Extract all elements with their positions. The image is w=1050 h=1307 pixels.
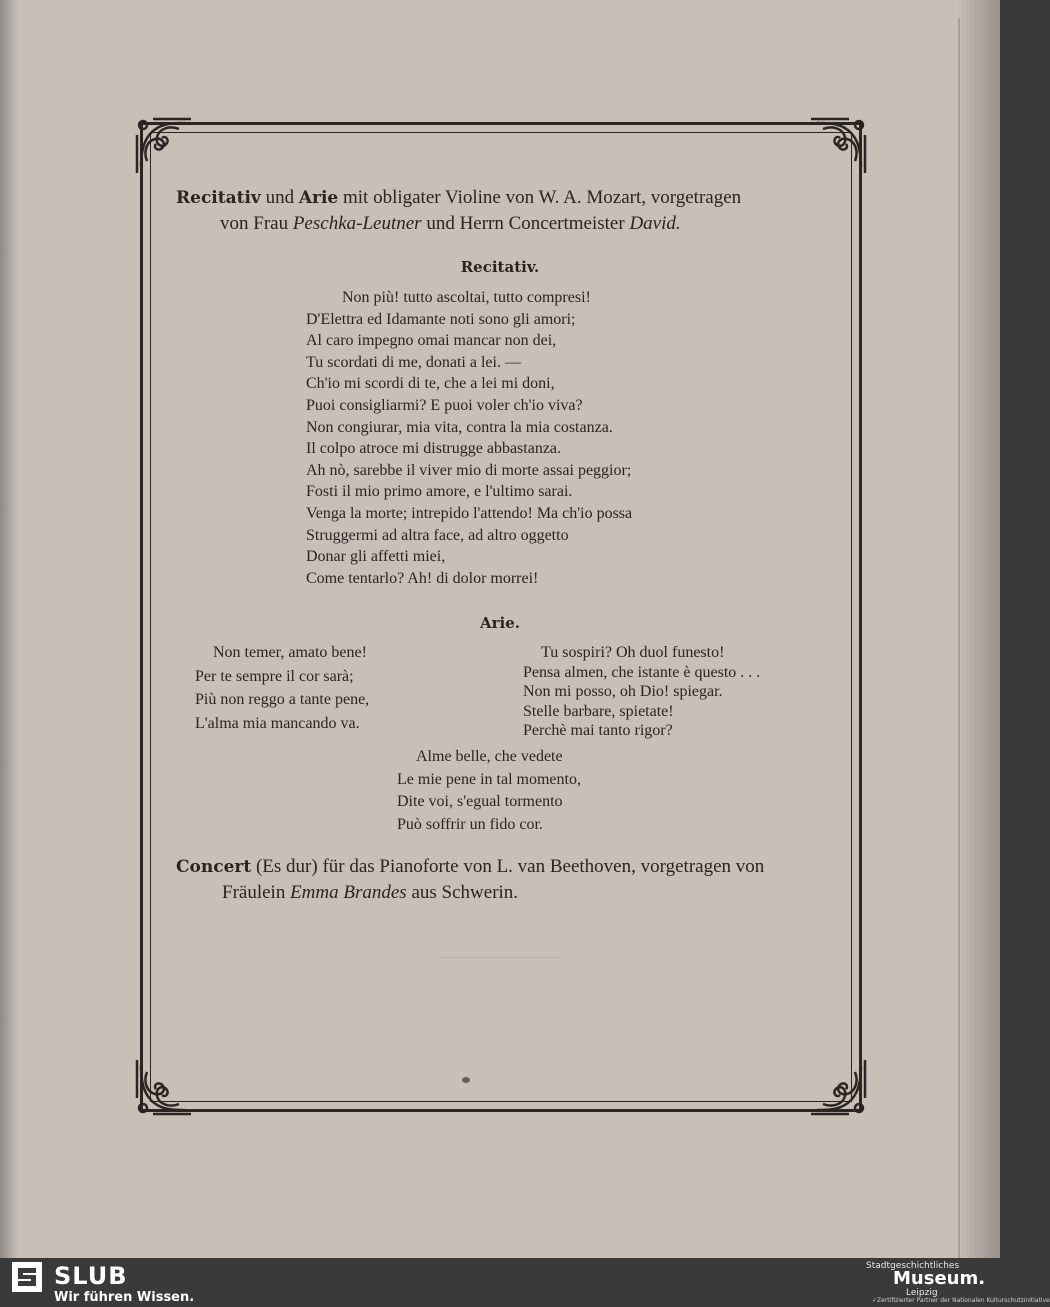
heading-text: und	[260, 187, 299, 208]
verse-line: Alme belle, che vedete	[416, 748, 563, 765]
program-item-concert-line1	[176, 854, 764, 880]
verse-line: Non congiurar, mia vita, contra la mia costanza.	[306, 418, 613, 436]
arie-right-verse	[523, 643, 760, 741]
faint-divider	[440, 957, 560, 958]
corner-ornament-icon	[809, 115, 869, 175]
heading-bold: Concert	[176, 857, 252, 877]
arie-left-verse	[195, 641, 369, 735]
verse-line: Venga la morte; intrepido l'attendo! Ma ch'io possa	[306, 504, 633, 522]
corner-ornament-icon	[809, 1058, 869, 1118]
verse-line: Può soffrir un fido cor.	[397, 815, 543, 833]
verse-line: Ah nò, sarebbe il viver mio di morte assai peggior;	[306, 461, 632, 479]
verse-line: Donar gli affetti miei,	[306, 548, 446, 566]
museum-cert-text: Zertifizierter Partner der Nationalen Kulturschutzinitiative	[877, 1297, 1050, 1304]
heading-text: mit obligater Violine von W. A. Mozart, vorgetragen	[338, 187, 742, 208]
recitativ-verse	[306, 287, 632, 589]
program-item-concert-line2	[222, 880, 518, 906]
verse-line: Le mie pene in tal momento,	[397, 770, 581, 788]
verse-line: Perchè mai tanto rigor?	[523, 722, 673, 739]
arie-center-verse	[397, 746, 581, 836]
corner-ornament-icon	[133, 115, 193, 175]
program-item-heading-line1	[176, 185, 741, 211]
verse-line: Fosti il mio primo amore, e l'ultimo sarai.	[306, 483, 573, 501]
heading-text: von Frau	[220, 213, 293, 234]
verse-line: Puoi consigliarmi? E puoi voler ch'io viva?	[306, 396, 583, 414]
ink-smudge	[462, 1077, 470, 1083]
recitativ-title: Recitativ.	[460, 258, 540, 276]
heading-text: (Es dur) für das Pianoforte von L. van Beethoven, vorgetragen von	[251, 856, 765, 877]
program-item-heading-line2	[220, 211, 681, 237]
slub-brand[interactable]: SLUB	[54, 1262, 128, 1290]
verse-line: Ch'io mi scordi di te, che a lei mi doni,	[306, 375, 555, 393]
museum-brand[interactable]: Museum.	[893, 1268, 986, 1289]
verse-line: Tu sospiri? Oh duol funesto!	[541, 644, 725, 661]
arie-title: Arie.	[479, 614, 520, 632]
verse-line: Più non reggo a tante pene,	[195, 691, 370, 708]
performer-name: Peschka-Leutner	[292, 213, 422, 234]
verse-line: Non più! tutto ascoltai, tutto compresi!	[342, 289, 591, 306]
verse-line: Tu scordati di me, donati a lei. —	[306, 353, 521, 371]
page-fold	[958, 18, 960, 1258]
slub-tagline: Wir führen Wissen.	[54, 1290, 195, 1305]
heading-text: Fräulein	[222, 882, 291, 903]
verse-line: Dite voi, s'egual tormento	[397, 793, 563, 810]
verse-line: Non temer, amato bene!	[213, 644, 367, 661]
heading-text: und Herrn Concertmeister	[421, 213, 630, 234]
verse-line: D'Elettra ed Idamante noti sono gli amori;	[306, 310, 576, 328]
verse-line: Pensa almen, che istante è questo . . .	[523, 663, 761, 681]
museum-city: Leipzig	[906, 1288, 938, 1298]
verse-line: Per te sempre il cor sarà;	[195, 667, 354, 685]
heading-text: aus Schwerin.	[406, 882, 519, 903]
verse-line: Stelle barbare, spietate!	[523, 702, 674, 720]
museum-label-top: Stadtgeschichtliches	[866, 1261, 960, 1271]
heading-bold: Recitativ	[176, 188, 261, 208]
verse-line: Struggermi ad altra face, ad altro oggetto	[306, 526, 569, 544]
performer-name: David.	[629, 213, 681, 234]
verse-line: Come tentarlo? Ah! di dolor morrei!	[306, 569, 539, 587]
slub-logo-icon[interactable]	[12, 1262, 42, 1292]
verse-line: Non mi posso, oh Dio! spiegar.	[523, 683, 723, 700]
heading-bold: Arie	[298, 188, 339, 208]
verse-line: Il colpo atroce mi distrugge abbastanza.	[306, 440, 562, 458]
museum-cert	[872, 1297, 1050, 1304]
check-icon: ✓	[872, 1297, 878, 1304]
verse-line: L'alma mia mancando va.	[195, 714, 360, 732]
verse-line: Al caro impegno omai mancar non dei,	[306, 332, 557, 350]
corner-ornament-icon	[133, 1058, 193, 1118]
performer-name: Emma Brandes	[290, 882, 407, 903]
